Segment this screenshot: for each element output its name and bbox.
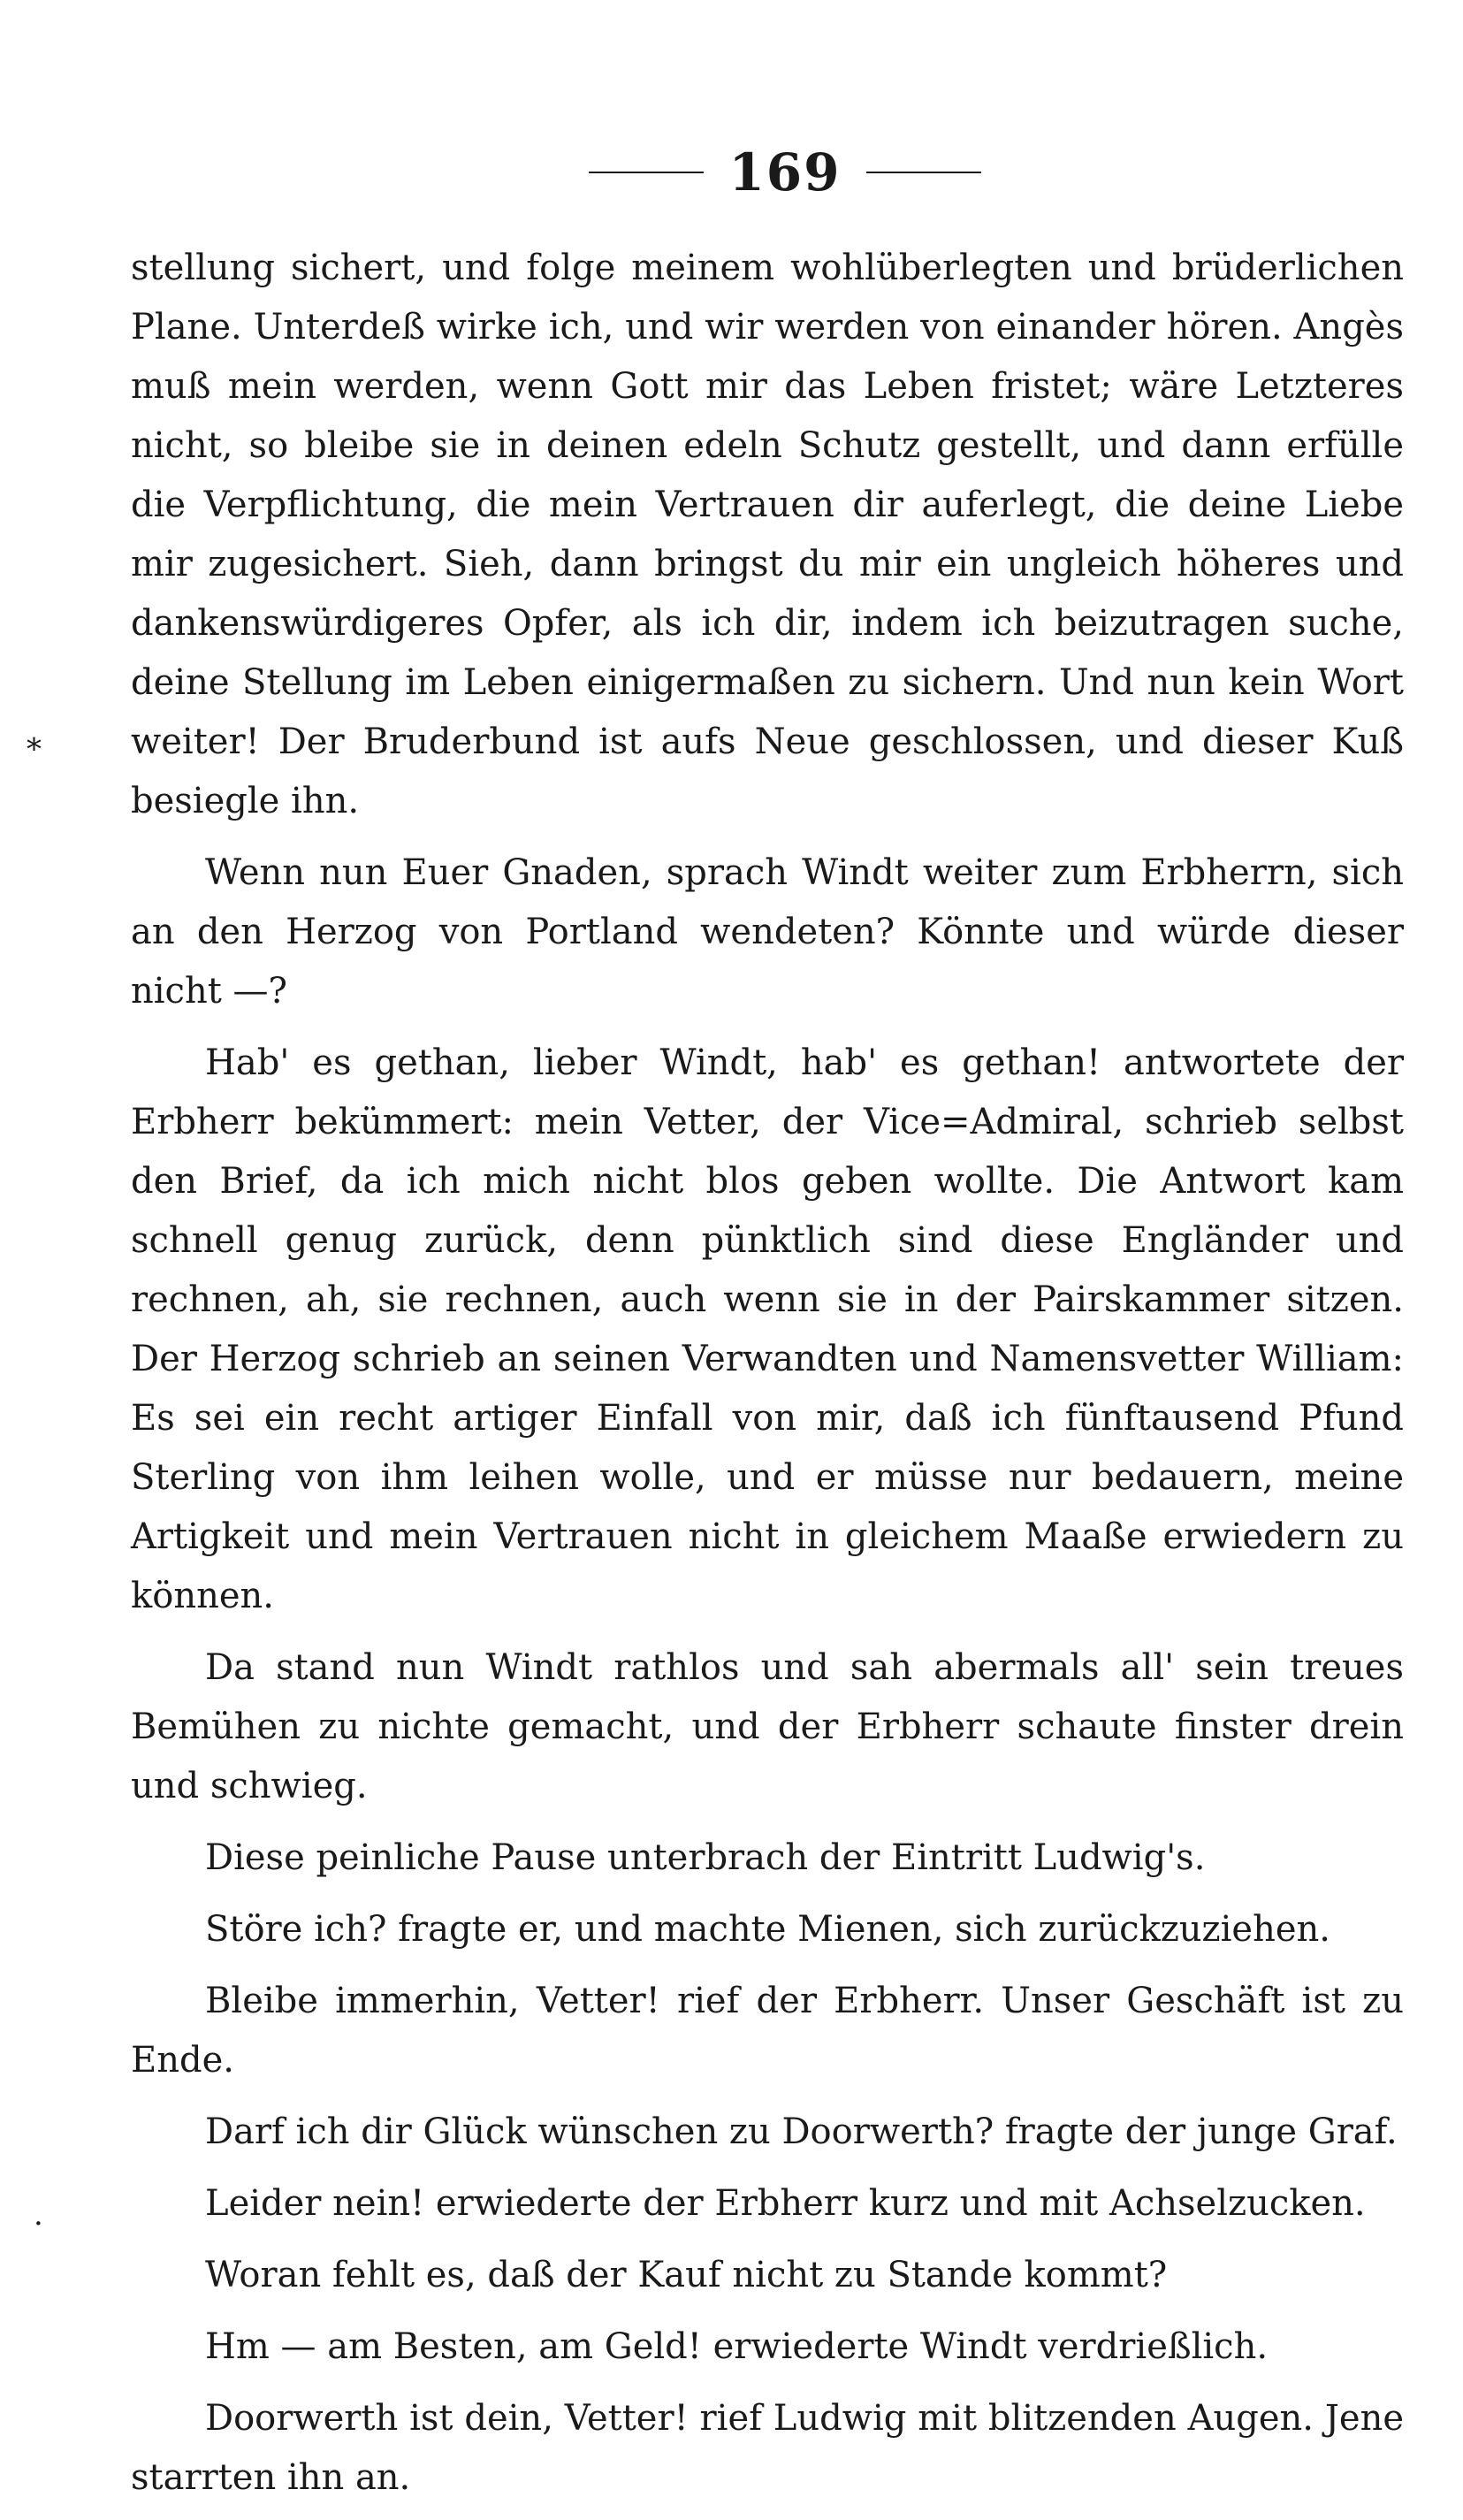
paragraph: Hab' es gethan, lieber Windt, hab' es gethan! antwortete der Erbherr bekümmert: mein Vetter, der Vice=Admiral, schrieb selbst den Brief, da ich mich nicht blos geben wollte. Die Antwort kam schnell genug zurück, denn pünktlich sind diese Engländer und rechnen, ah, sie rechnen, auch wenn sie in der Pairskammer sitzen. Der Herzog schrieb an seinen Verwandten und Namensvetter William: Es sei ein recht artiger Einfall von mir, daß ich fünftausend Pfund Sterling von ihm leihen wolle, und er müsse nur bedauern, meine Artigkeit und mein Vertrauen nicht in gleichem Maaße erwiedern zu können. bbox=[131, 1042, 1404, 1616]
paragraph: stellung sichert, und folge meinem wohlüberlegten und brüderlichen Plane. Unterdeß wirke ich, und wir werden von einander hören. Angès muß mein werden, wenn Gott mir das Leben fristet; wäre Letzteres nicht, so bleibe sie in deinen edeln Schutz gestellt, und dann erfülle die Verpflichtung, die mein Vertrauen dir auferlegt, die deine Liebe mir zugesichert. Sieh, dann bringst du mir ein ungleich höheres und dankenswürdigeres Opfer, als ich dir, indem ich beizutragen suche, deine Stellung im Leben einigermaßen zu sichern. Und nun kein Wort weiter! Der Bruderbund ist aufs Neue geschlossen, und dieser Kuß besiegle ihn. bbox=[131, 248, 1404, 821]
header-rule-left bbox=[589, 172, 704, 173]
paragraph: Bleibe immerhin, Vetter! rief der Erbherr. Unser Geschäft ist zu Ende. bbox=[131, 1981, 1404, 2081]
margin-mark: ⁎ bbox=[27, 722, 42, 758]
paragraph: Hm — am Besten, am Geld! erwiederte Windt verdrießlich. bbox=[205, 2326, 1269, 2367]
page-number: 169 bbox=[728, 142, 842, 202]
paragraph: Doorwerth ist dein, Vetter! rief Ludwig mit blitzenden Augen. Jene starrten ihn an. bbox=[131, 2398, 1404, 2498]
paragraph: Leider nein! erwiederte der Erbherr kurz und mit Achselzucken. bbox=[205, 2183, 1366, 2224]
paragraph: Darf ich dir Glück wünschen zu Doorwerth? fragte der junge Graf. bbox=[205, 2111, 1398, 2152]
paragraph: Wenn nun Euer Gnaden, sprach Windt weiter zum Erbherrn, sich an den Herzog von Portland wendeten? Könnte und würde dieser nicht —? bbox=[131, 852, 1404, 1012]
margin-mark: · bbox=[34, 2206, 43, 2241]
page-header bbox=[166, 133, 1404, 212]
paragraph: Störe ich? fragte er, und machte Mienen, sich zurückzuziehen. bbox=[205, 1909, 1330, 1950]
book-page bbox=[131, 133, 1404, 2520]
body-text bbox=[131, 239, 1404, 2508]
paragraph: Woran fehlt es, daß der Kauf nicht zu Stande kommt? bbox=[205, 2255, 1168, 2295]
paragraph: Da stand nun Windt rathlos und sah abermals all' sein treues Bemühen zu nichte gemacht, und der Erbherr schaute finster drein und schwieg. bbox=[131, 1647, 1404, 1806]
header-rule-right bbox=[866, 172, 981, 173]
paragraph: Diese peinliche Pause unterbrach der Eintritt Ludwig's. bbox=[205, 1837, 1206, 1878]
